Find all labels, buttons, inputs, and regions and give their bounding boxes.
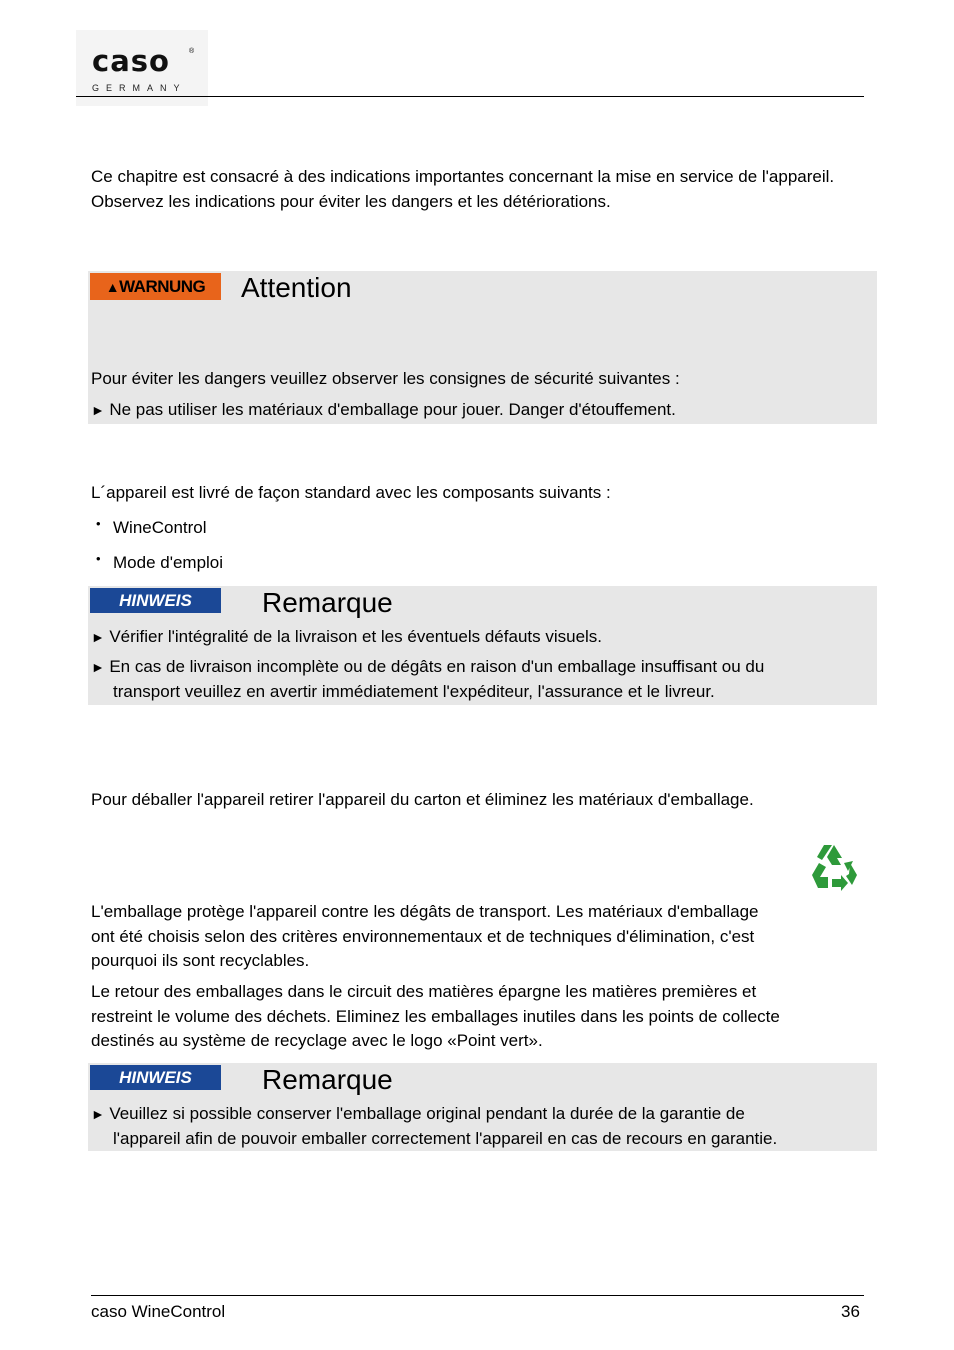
warning-triangle-icon: ▲ xyxy=(105,279,120,295)
page-number: 36 xyxy=(841,1302,860,1321)
text-line: pourquoi ils sont recyclables. xyxy=(91,951,310,970)
text-line: Le retour des emballages dans le circuit des matières épargne les matières premières et xyxy=(91,982,757,1001)
logo-subtitle: GERMANY xyxy=(92,83,187,93)
warning-badge xyxy=(90,273,221,300)
warning-title: Attention xyxy=(241,272,352,303)
delivery-item-text: Mode d'emploi xyxy=(113,553,224,572)
delivery-list-item xyxy=(96,515,207,537)
warning-text: Pour éviter les dangers veuillez observer les consignes de sécurité suivantes : xyxy=(91,369,680,388)
warning-badge-label: WARNUNG xyxy=(119,277,206,296)
warning-item-text: Ne pas utiliser les matériaux d'emballage pour jouer. Danger d'étouffement. xyxy=(109,400,676,419)
text-line: destinés au système de recyclage avec le logo «Point vert». xyxy=(91,1031,543,1050)
logo-wordmark: caso xyxy=(92,44,170,78)
footer-rule xyxy=(91,1295,864,1296)
arrow-right-icon: ► xyxy=(91,629,105,645)
bullet-icon: • xyxy=(96,551,101,566)
note-item-text: Veuillez si possible conserver l'emballage original pendant la durée de la garantie de xyxy=(109,1104,745,1123)
caso-logo xyxy=(76,30,208,106)
hinweis-badge: HINWEIS xyxy=(90,588,221,613)
arrow-right-icon: ► xyxy=(91,1106,105,1122)
footer-product: caso WineControl xyxy=(91,1302,226,1321)
warning-item xyxy=(91,398,676,423)
delivery-list-item xyxy=(96,550,224,572)
note-item-text-continued: l'appareil afin de pouvoir emballer correctement l'appareil en cas de recours en garantie. xyxy=(113,1129,778,1148)
note-item-text: Vérifier l'intégralité de la livraison et les éventuels défauts visuels. xyxy=(109,627,603,646)
note-item xyxy=(91,625,602,650)
text-line: restreint le volume des déchets. Eliminez les emballages inutiles dans les points de collecte xyxy=(91,1006,780,1026)
unpack-paragraph: Pour déballer l'appareil retirer l'appareil du carton et éliminez les matériaux d'emballage. xyxy=(91,790,754,809)
note-item xyxy=(91,655,764,680)
header-rule xyxy=(76,96,864,97)
note-item xyxy=(91,1102,745,1127)
note-box xyxy=(88,1063,877,1151)
logo-registered-mark: ® xyxy=(189,48,195,55)
delivery-item-text: WineControl xyxy=(113,518,207,537)
warning-box xyxy=(88,271,877,424)
arrow-right-icon: ► xyxy=(91,659,105,675)
note-item-text-continued: transport veuillez en avertir immédiatement l'expéditeur, l'assurance et le livreur. xyxy=(113,682,715,701)
arrow-right-icon: ► xyxy=(91,402,105,418)
hinweis-badge: HINWEIS xyxy=(90,1065,221,1090)
intro-paragraph: Ce chapitre est consacré à des indications importantes concernant la mise en service de l'appareil. Observez les indications pour éviter les dangers et les détériorations. xyxy=(91,167,835,211)
packaging-paragraph-1 xyxy=(91,900,758,974)
note-title: Remarque xyxy=(262,1064,393,1095)
bullet-icon: • xyxy=(96,516,101,531)
recycle-icon xyxy=(808,841,860,893)
note-item-text: En cas de livraison incomplète ou de dégâts en raison d'un emballage insuffisant ou du xyxy=(109,657,765,676)
note-title: Remarque xyxy=(262,587,393,618)
delivery-intro: L´appareil est livré de façon standard avec les composants suivants : xyxy=(91,483,611,502)
text-line: ont été choisis selon des critères environnementaux et de techniques d'élimination, c'est xyxy=(91,926,755,946)
packaging-paragraph-2 xyxy=(91,980,780,1054)
text-line: L'emballage protège l'appareil contre les dégâts de transport. Les matériaux d'emballage xyxy=(91,902,759,921)
note-box xyxy=(88,586,877,705)
